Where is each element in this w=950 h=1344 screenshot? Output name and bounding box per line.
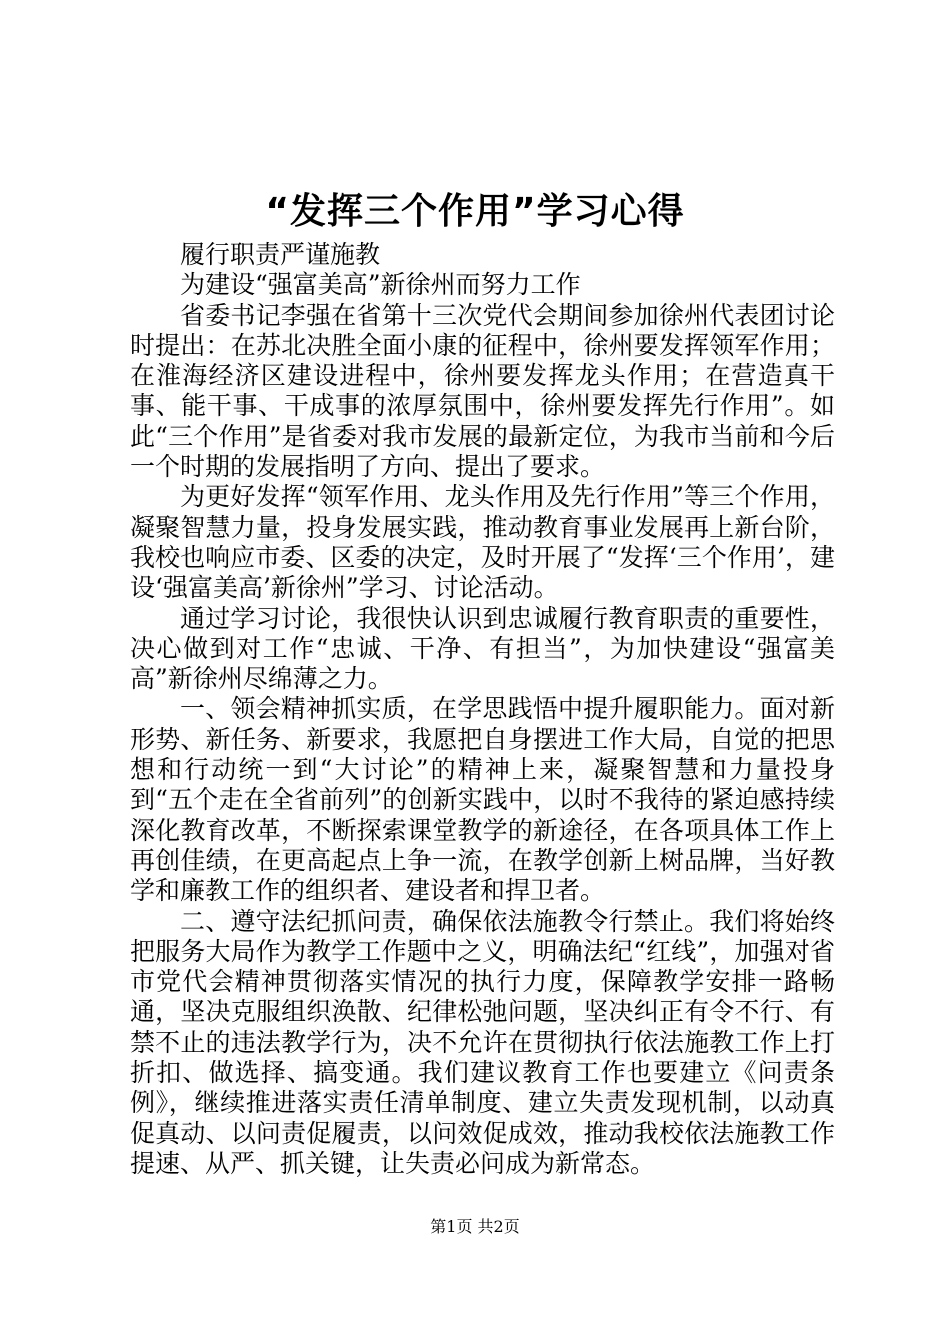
document-body [130, 240, 835, 1179]
paragraph-intro: 省委书记李强在省第十三次党代会期间参加徐州代表团讨论时提出：在苏北决胜全面小康的征程中，徐州要发挥领军作用；在淮海经济区建设进程中，徐州要发挥龙头作用；在营造真干事、能干事、干成事的浓厚氛围中，徐州要发挥先行作用”。如此“三个作用”是省委对我市发展的最新定位，为我市当前和今后一个时期的发展指明了方向、提出了要求。 [130, 300, 835, 482]
paragraph-subtitle-1: 履行职责严谨施教 [180, 240, 381, 269]
paragraph-understanding: 通过学习讨论，我很快认识到忠诚履行教育职责的重要性，决心做到对工作“忠诚、干净、有担当”，为加快建设“强富美高”新徐州尽绵薄之力。 [130, 603, 835, 694]
paragraph-activity: 为更好发挥“领军作用、龙头作用及先行作用”等三个作用，凝聚智慧力量，投身发展实践，推动教育事业发展再上新台阶，我校也响应市委、区委的决定，及时开展了“发挥‘三个作用’，建设‘强富美高’新徐州”学习、讨论活动。 [130, 482, 835, 603]
paragraph-point-two: 二、遵守法纪抓问责，确保依法施教令行禁止。我们将始终把服务大局作为教学工作题中之义，明确法纪“红线”，加强对省市党代会精神贯彻落实情况的执行力度，保障教学安排一路畅通，坚决克服组织涣散、纪律松弛问题，坚决纠正有令不行、有禁不止的违法教学行为，决不允许在贯彻执行依法施教工作上打折扣、做选择、搞变通。我们建议教育工作也要建立《问责条例》，继续推进落实责任清单制度、建立失责发现机制，以动真促真动、以问责促履责，以问效促成效，推动我校依法施教工作提速、从严、抓关键，让失责必问成为新常态。 [130, 906, 835, 1178]
paragraph-point-one: 一、领会精神抓实质，在学思践悟中提升履职能力。面对新形势、新任务、新要求，我愿把自身摆进工作大局，自觉的把思想和行动统一到“大讨论”的精神上来，凝聚智慧和力量投身到“五个走在全省前列”的创新实践中，以时不我待的紧迫感持续深化教育改革，不断探索课堂教学的新途径，在各项具体工作上再创佳绩，在更高起点上争一流，在教学创新上树品牌，当好教学和廉教工作的组织者、建设者和捍卫者。 [130, 694, 835, 906]
page-number-footer: 第1页 共2页 [430, 1217, 520, 1236]
paragraph-subtitle-2: 为建设“强富美高”新徐州而努力工作 [180, 270, 581, 300]
document-title: “发挥三个作用”学习心得 [265, 191, 685, 232]
